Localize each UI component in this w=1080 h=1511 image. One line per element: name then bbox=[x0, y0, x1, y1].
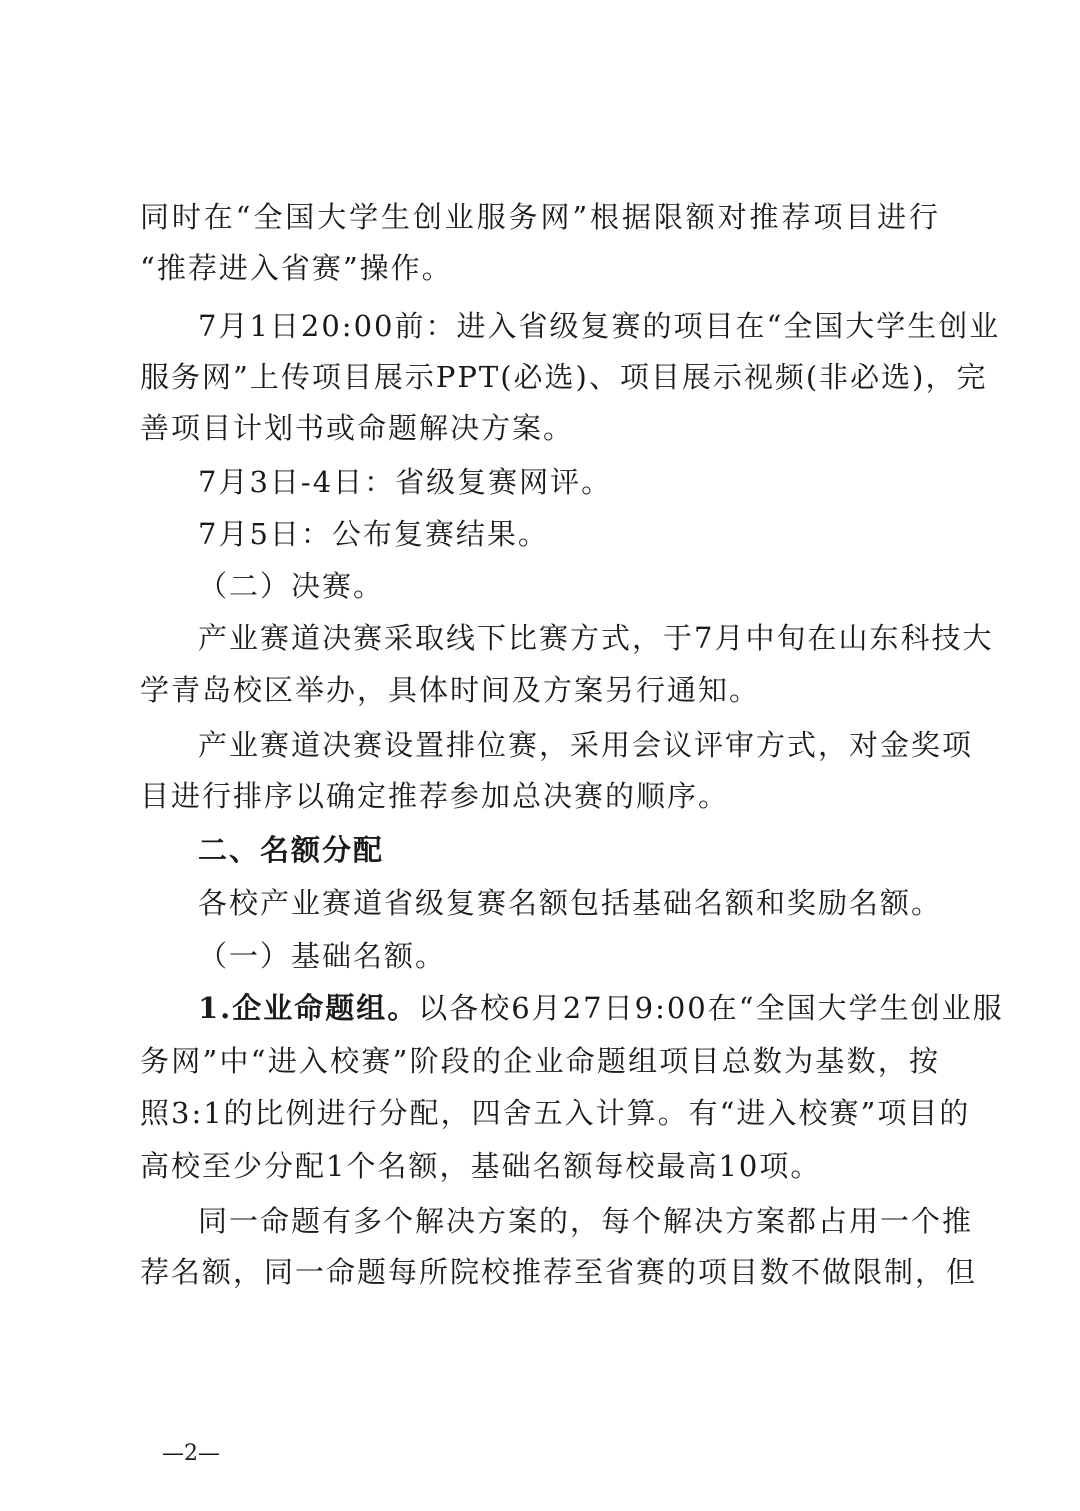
section-heading: （一）基础名额。 bbox=[198, 939, 447, 973]
paragraph-lead: 1.企业命题组。 bbox=[198, 991, 419, 1025]
section-heading: 二、名额分配 bbox=[198, 833, 385, 867]
text-line: 务网”中“进入校赛”阶段的企业命题组项目总数为基数，按 bbox=[140, 1044, 940, 1078]
text-line bbox=[198, 990, 1004, 1026]
text-line: 各校产业赛道省级复赛名额包括基础名额和奖励名额。 bbox=[198, 886, 943, 920]
text-line: 学青岛校区举办，具体时间及方案另行通知。 bbox=[140, 673, 761, 707]
text-line: 照3:1的比例进行分配，四舍五入计算。有“进入校赛”项目的 bbox=[140, 1096, 971, 1130]
text-line: 目进行排序以确定推荐参加总决赛的顺序。 bbox=[140, 779, 730, 813]
text-line: 善项目计划书或命题解决方案。 bbox=[140, 411, 575, 445]
text-line: 7月5日：公布复赛结果。 bbox=[198, 517, 549, 551]
text-line: 产业赛道决赛采取线下比赛方式，于7月中旬在山东科技大 bbox=[198, 621, 994, 655]
section-heading: （二）决赛。 bbox=[198, 569, 385, 603]
text-line: 同时在“全国大学生创业服务网”根据限额对推荐项目进行 bbox=[140, 200, 940, 234]
text-line: 荐名额，同一命题每所院校推荐至省赛的项目数不做限制，但 bbox=[140, 1255, 978, 1289]
text-line: 7月1日20:00前：进入省级复赛的项目在“全国大学生创业 bbox=[198, 309, 1001, 343]
page-number: —2— bbox=[162, 1441, 220, 1466]
text-line: “推荐进入省赛”操作。 bbox=[140, 251, 453, 285]
text-line: 高校至少分配1个名额，基础名额每校最高10项。 bbox=[140, 1149, 822, 1183]
text-line: 服务网”上传项目展示PPT(必选)、项目展示视频(非必选)，完 bbox=[140, 360, 988, 394]
text-line: 同一命题有多个解决方案的，每个解决方案都占用一个推 bbox=[198, 1204, 974, 1238]
text-line: 产业赛道决赛设置排位赛，采用会议评审方式，对金奖项 bbox=[198, 728, 974, 762]
text-line: 7月3日-4日：省级复赛网评。 bbox=[198, 465, 613, 499]
paragraph-text: 以各校6月27日9:00在“全国大学生创业服 bbox=[418, 991, 1004, 1025]
